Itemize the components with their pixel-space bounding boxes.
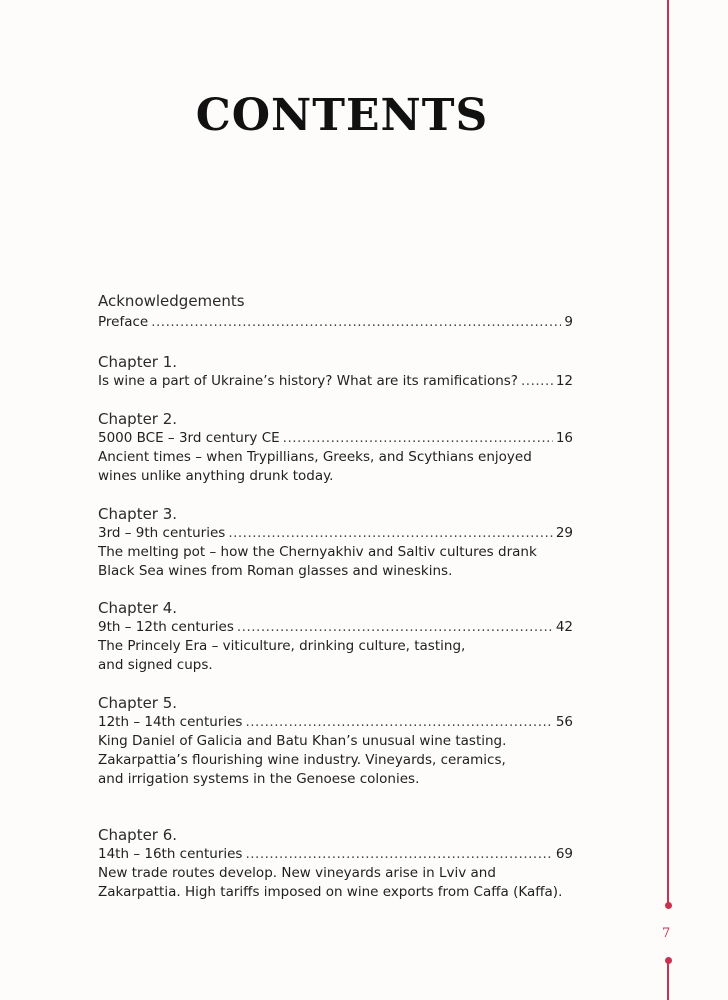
chapter-page: 29 bbox=[555, 525, 573, 541]
chapter-description bbox=[98, 448, 576, 486]
description-line: King Daniel of Galicia and Batu Khan’s unusual wine tasting. bbox=[98, 733, 507, 749]
chapter-description bbox=[98, 732, 576, 789]
chapter-description bbox=[98, 637, 576, 675]
chapter-title: Chapter 5. bbox=[98, 694, 178, 712]
chapter-description bbox=[98, 864, 576, 902]
dot-leader bbox=[151, 313, 561, 332]
description-line: The melting pot – how the Chernyakhiv and Saltiv cultures drank bbox=[98, 544, 537, 560]
dot-leader bbox=[237, 618, 553, 637]
chapter-period: 5000 BCE – 3rd century CE bbox=[98, 430, 280, 446]
description-line: The Princely Era – viticulture, drinking culture, tasting, bbox=[98, 638, 466, 654]
description-line: and irrigation systems in the Genoese colonies. bbox=[98, 771, 420, 787]
description-line: Ancient times – when Trypillians, Greeks, and Scythians enjoyed bbox=[98, 449, 532, 465]
page-number: 7 bbox=[662, 926, 671, 941]
dot-leader bbox=[245, 713, 552, 732]
description-line: and signed cups. bbox=[98, 657, 213, 673]
chapter-5 bbox=[98, 693, 576, 789]
dot-leader bbox=[245, 845, 552, 864]
preface-entry bbox=[98, 313, 576, 332]
chapter-page: 69 bbox=[555, 846, 573, 862]
description-line: Black Sea wines from Roman glasses and wineskins. bbox=[98, 563, 453, 579]
acknowledgements-entry: Acknowledgements bbox=[98, 292, 245, 310]
margin-line bbox=[667, 0, 669, 905]
chapter-page: 42 bbox=[555, 619, 573, 635]
margin-dot bbox=[665, 902, 672, 909]
description-line: Zakarpattia’s flourishing wine industry. Vineyards, ceramics, bbox=[98, 752, 506, 768]
chapter-title: Chapter 1. bbox=[98, 353, 178, 371]
description-line: Zakarpattia. High tariffs imposed on wine exports from Caffa (Kaffa). bbox=[98, 884, 563, 900]
page-title: CONTENTS bbox=[195, 90, 489, 141]
description-line: New trade routes develop. New vineyards arise in Lviv and bbox=[98, 865, 496, 881]
chapter-title: Chapter 3. bbox=[98, 505, 178, 523]
chapter-2 bbox=[98, 409, 576, 486]
chapter-title: Chapter 4. bbox=[98, 599, 178, 617]
preface-label: Preface bbox=[98, 314, 149, 330]
margin-line-bottom bbox=[667, 960, 669, 1000]
preface-page: 9 bbox=[564, 314, 573, 330]
dot-leader bbox=[521, 372, 553, 391]
chapter-title: Chapter 2. bbox=[98, 410, 178, 428]
chapter-title: Chapter 6. bbox=[98, 826, 178, 844]
chapter-3 bbox=[98, 504, 576, 581]
chapter-page: 56 bbox=[555, 714, 573, 730]
dot-leader bbox=[283, 429, 553, 448]
chapter-period: 3rd – 9th centuries bbox=[98, 525, 226, 541]
chapter-page: 12 bbox=[555, 373, 573, 389]
chapter-period: 12th – 14th centuries bbox=[98, 714, 243, 730]
chapter-period: 9th – 12th centuries bbox=[98, 619, 234, 635]
chapter-page: 16 bbox=[555, 430, 573, 446]
chapter-1 bbox=[98, 352, 576, 391]
chapter-4 bbox=[98, 598, 576, 675]
chapter-period: Is wine a part of Ukraine’s history? What are its ramifications? bbox=[98, 373, 518, 389]
chapter-period: 14th – 16th centuries bbox=[98, 846, 243, 862]
chapter-6 bbox=[98, 825, 576, 902]
dot-leader bbox=[228, 524, 553, 543]
chapter-description bbox=[98, 543, 576, 581]
description-line: wines unlike anything drunk today. bbox=[98, 468, 334, 484]
